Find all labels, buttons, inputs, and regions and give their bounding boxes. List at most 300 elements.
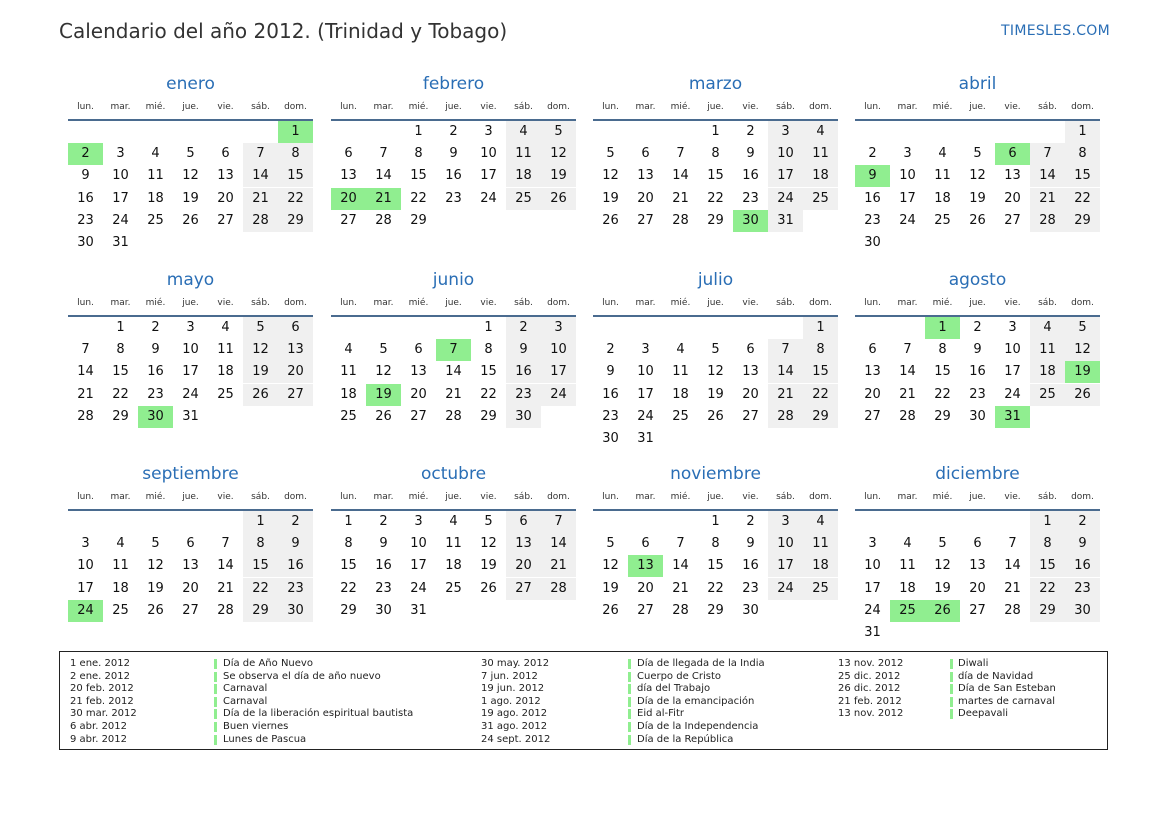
day-cell: 3 (768, 511, 803, 533)
day-cell: 20 (864, 386, 881, 402)
weekday-header: dom. (809, 492, 832, 502)
weekday-header: jue. (969, 102, 986, 112)
day-cell: 14 (541, 533, 576, 555)
day-cell: 10 (77, 558, 94, 574)
day-cell: 29 (410, 212, 427, 228)
day-cell: 12 (480, 536, 497, 552)
month-name: febrero (422, 74, 485, 94)
day-cell: 22 (410, 190, 427, 206)
holiday-date: 30 mar. 2012 (70, 708, 137, 720)
day-cell: 6 (868, 342, 877, 358)
day-cell: 12 (147, 558, 164, 574)
day-cell: 18 (803, 165, 838, 187)
day-cell: 8 (278, 143, 313, 165)
day-cell: 21 (672, 190, 689, 206)
day-cell: 13 (742, 364, 759, 380)
weekday-header: dom. (1071, 492, 1094, 502)
day-cell: 3 (903, 146, 912, 162)
day-cell: 31 (182, 408, 199, 424)
holiday-day: 9 (855, 165, 890, 187)
day-cell: 2 (746, 514, 755, 529)
day-cell: 14 (445, 364, 462, 380)
day-cell: 4 (676, 342, 685, 358)
day-cell: 26 (375, 408, 392, 424)
holiday-date: 1 ene. 2012 (70, 658, 130, 669)
day-cell: 24 (1004, 386, 1021, 402)
day-cell: 11 (672, 364, 689, 380)
day-cell: 17 (182, 364, 199, 380)
day-cell: 26 (707, 408, 724, 424)
holiday-marker (628, 659, 631, 669)
holiday-day: 31 (995, 406, 1030, 428)
day-cell: 17 (480, 168, 497, 184)
holiday-date: 31 ago. 2012 (481, 721, 548, 732)
day-cell: 27 (217, 212, 234, 228)
month-abril (855, 74, 1100, 254)
day-cell: 14 (217, 558, 234, 574)
day-cell: 11 (1030, 339, 1065, 361)
day-cell: 10 (768, 143, 803, 165)
day-cell: 20 (637, 190, 654, 206)
weekday-header: dom. (284, 298, 307, 308)
weekday-header: sáb. (1038, 102, 1057, 112)
day-cell: 3 (414, 514, 423, 529)
day-cell: 29 (480, 408, 497, 424)
day-cell: 13 (969, 558, 986, 574)
weekday-header: sáb. (514, 102, 533, 112)
day-cell: 14 (77, 364, 94, 380)
weekday-header: jue. (445, 298, 462, 308)
weekday-header: jue. (969, 492, 986, 502)
page-title: Calendario del año 2012. (Trinidad y Tobago) (59, 19, 508, 43)
day-cell: 20 (278, 361, 313, 383)
day-cell: 13 (506, 533, 541, 555)
day-cell: 17 (77, 580, 94, 596)
day-cell: 23 (602, 408, 619, 424)
day-cell: 20 (410, 386, 427, 402)
day-cell: 28 (77, 408, 94, 424)
day-cell: 4 (1030, 317, 1065, 339)
day-cell: 8 (1030, 533, 1065, 555)
day-cell: 25 (1030, 384, 1065, 406)
weekday-header: mar. (110, 492, 131, 502)
weekday-header: jue. (182, 298, 199, 308)
day-cell: 26 (541, 188, 576, 210)
day-cell: 30 (77, 235, 94, 250)
day-cell: 6 (746, 342, 755, 358)
day-cell: 25 (803, 578, 838, 600)
day-cell: 18 (1030, 361, 1065, 383)
day-cell: 20 (742, 386, 759, 402)
day-cell: 17 (768, 555, 803, 577)
day-cell: 11 (147, 168, 164, 184)
day-cell: 24 (112, 212, 129, 228)
day-cell: 27 (969, 602, 986, 618)
weekday-header: jue. (707, 492, 724, 502)
weekday-header: jue. (707, 102, 724, 112)
weekday-header: jue. (969, 298, 986, 308)
day-cell: 29 (112, 408, 129, 424)
weekday-header: jue. (445, 492, 462, 502)
day-cell: 29 (278, 210, 313, 232)
day-cell: 8 (484, 342, 493, 358)
day-cell: 14 (899, 364, 916, 380)
month-name: noviembre (670, 464, 761, 484)
day-cell: 18 (112, 580, 129, 596)
day-cell: 1 (1065, 121, 1100, 143)
day-cell: 11 (340, 364, 357, 380)
day-cell: 11 (506, 143, 541, 165)
day-cell: 11 (803, 533, 838, 555)
day-cell: 16 (742, 558, 759, 574)
day-cell: 16 (1065, 555, 1100, 577)
day-cell: 7 (676, 146, 685, 162)
day-cell: 2 (606, 342, 615, 358)
holiday-day: 26 (925, 600, 960, 622)
month-noviembre (593, 464, 838, 644)
day-cell: 11 (899, 558, 916, 574)
day-cell: 22 (1065, 188, 1100, 210)
day-cell: 19 (707, 386, 724, 402)
day-cell: 24 (541, 384, 576, 406)
day-cell: 13 (340, 168, 357, 184)
day-cell: 25 (672, 408, 689, 424)
day-cell: 3 (768, 121, 803, 143)
weekday-header: dom. (809, 298, 832, 308)
weekday-header: mié. (408, 492, 429, 502)
weekday-header: sáb. (776, 102, 795, 112)
day-cell: 8 (938, 342, 947, 358)
holiday-name: Día de la Independencia (637, 721, 759, 732)
day-cell: 28 (672, 602, 689, 618)
weekday-header: jue. (707, 298, 724, 308)
month-name: junio (432, 270, 475, 290)
day-cell: 8 (803, 339, 838, 361)
holiday-name: Lunes de Pascua (223, 733, 307, 745)
day-cell: 1 (243, 511, 278, 533)
day-cell: 5 (243, 317, 278, 339)
day-cell: 22 (1030, 578, 1065, 600)
day-cell: 26 (182, 212, 199, 228)
day-cell: 2 (746, 124, 755, 139)
day-cell: 12 (934, 558, 951, 574)
day-cell: 27 (1004, 212, 1021, 228)
day-cell: 3 (186, 320, 195, 335)
day-cell: 24 (637, 408, 654, 424)
day-cell: 1 (414, 124, 423, 139)
day-cell: 18 (445, 558, 462, 574)
holiday-name: Día de San Esteban (958, 683, 1056, 695)
day-cell: 6 (973, 536, 982, 552)
day-cell: 25 (445, 580, 462, 596)
day-cell: 12 (243, 339, 278, 361)
day-cell: 28 (899, 408, 916, 424)
day-cell: 26 (969, 212, 986, 228)
day-cell: 29 (340, 602, 357, 618)
weekday-header: mar. (373, 102, 394, 112)
day-cell: 2 (379, 514, 388, 529)
month-name: octubre (420, 464, 487, 484)
day-cell: 11 (445, 536, 462, 552)
holiday-marker (628, 722, 631, 732)
holiday-day: 25 (890, 600, 925, 622)
day-cell: 1 (1030, 511, 1065, 533)
day-cell: 17 (1004, 364, 1021, 380)
day-cell: 26 (1065, 384, 1100, 406)
month-junio (331, 270, 576, 450)
day-cell: 29 (243, 600, 278, 622)
holiday-legend (59, 651, 1108, 750)
holiday-marker (950, 697, 953, 707)
month-febrero (331, 74, 576, 254)
day-cell: 2 (506, 317, 541, 339)
weekday-header: lun. (340, 298, 357, 308)
day-cell: 28 (217, 602, 234, 618)
weekday-header: lun. (602, 298, 619, 308)
day-cell: 16 (147, 364, 164, 380)
holiday-day: 30 (733, 210, 768, 232)
weekday-header: dom. (1071, 298, 1094, 308)
month-marzo (593, 74, 838, 254)
day-cell: 13 (1004, 168, 1021, 184)
day-cell: 30 (742, 602, 759, 618)
day-cell: 6 (186, 536, 195, 552)
day-cell: 21 (77, 386, 94, 402)
holiday-date: 19 jun. 2012 (481, 683, 545, 695)
weekday-header: sáb. (514, 492, 533, 502)
holiday-day: 1 (278, 121, 313, 143)
day-cell: 6 (278, 317, 313, 339)
day-cell: 13 (410, 364, 427, 380)
holiday-name: Carnaval (223, 683, 268, 695)
day-cell: 11 (934, 168, 951, 184)
day-cell: 23 (445, 190, 462, 206)
day-cell: 15 (340, 558, 357, 574)
day-cell: 15 (1030, 555, 1065, 577)
day-cell: 7 (676, 536, 685, 552)
day-cell: 9 (746, 146, 755, 162)
day-cell: 10 (899, 168, 916, 184)
day-cell: 6 (641, 146, 650, 162)
holiday-name: Se observa el día de año nuevo (223, 670, 381, 682)
day-cell: 14 (1004, 558, 1021, 574)
day-cell: 10 (182, 342, 199, 358)
holiday-name: Día de llegada de la India (637, 658, 765, 669)
day-cell: 10 (768, 533, 803, 555)
day-cell: 28 (445, 408, 462, 424)
day-cell: 27 (340, 212, 357, 228)
holiday-marker (628, 735, 631, 745)
day-cell: 12 (969, 168, 986, 184)
day-cell: 14 (375, 168, 392, 184)
day-cell: 9 (606, 364, 615, 380)
holiday-date: 26 dic. 2012 (838, 683, 901, 695)
weekday-header: lun. (77, 102, 94, 112)
day-cell: 13 (864, 364, 881, 380)
day-cell: 27 (637, 602, 654, 618)
site-logo-link[interactable]: TIMESLES.COM (1001, 23, 1110, 39)
day-cell: 5 (151, 536, 160, 552)
holiday-day: 30 (138, 406, 173, 428)
weekday-header: lun. (77, 298, 94, 308)
weekday-header: mié. (670, 492, 691, 502)
day-cell: 29 (934, 408, 951, 424)
holiday-marker (628, 709, 631, 719)
day-cell: 7 (221, 536, 230, 552)
weekday-header: lun. (340, 102, 357, 112)
day-cell: 7 (1008, 536, 1017, 552)
holiday-marker (214, 672, 217, 682)
day-cell: 8 (116, 342, 125, 358)
weekday-header: dom. (547, 492, 570, 502)
day-cell: 31 (864, 625, 881, 640)
day-cell: 22 (243, 578, 278, 600)
holiday-name: Carnaval (223, 695, 268, 707)
day-cell: 6 (641, 536, 650, 552)
day-cell: 26 (480, 580, 497, 596)
day-cell: 22 (707, 580, 724, 596)
day-cell: 23 (375, 580, 392, 596)
weekday-header: mar. (897, 492, 918, 502)
day-cell: 6 (414, 342, 423, 358)
holiday-name: Día de Año Nuevo (223, 658, 313, 669)
holiday-date: 21 feb. 2012 (838, 695, 902, 707)
holiday-day: 19 (1065, 361, 1100, 383)
day-cell: 10 (410, 536, 427, 552)
month-name: agosto (948, 270, 1007, 290)
weekday-header: mié. (670, 298, 691, 308)
weekday-header: vie. (742, 102, 759, 112)
day-cell: 24 (410, 580, 427, 596)
holiday-marker (950, 672, 953, 682)
day-cell: 22 (112, 386, 129, 402)
day-cell: 28 (768, 406, 803, 428)
day-cell: 8 (414, 146, 423, 162)
day-cell: 19 (602, 580, 619, 596)
month-name: enero (166, 74, 215, 94)
weekday-header: lun. (864, 102, 881, 112)
holiday-marker (950, 659, 953, 669)
weekday-header: mar. (635, 298, 656, 308)
holiday-date: 2 ene. 2012 (70, 670, 130, 682)
holiday-date: 25 dic. 2012 (838, 670, 901, 682)
day-cell: 4 (221, 320, 230, 335)
month-name: mayo (166, 270, 215, 290)
day-cell: 11 (217, 342, 234, 358)
day-cell: 1 (484, 320, 493, 335)
day-cell: 8 (711, 536, 720, 552)
day-cell: 24 (899, 212, 916, 228)
day-cell: 5 (606, 146, 615, 162)
day-cell: 25 (112, 602, 129, 618)
day-cell: 14 (768, 361, 803, 383)
month-agosto (855, 270, 1100, 450)
holiday-name: día del Trabajo (637, 683, 711, 695)
day-cell: 12 (1065, 339, 1100, 361)
day-cell: 3 (484, 124, 493, 139)
day-cell: 30 (864, 235, 881, 250)
weekday-header: jue. (445, 102, 462, 112)
day-cell: 24 (768, 188, 803, 210)
day-cell: 21 (768, 384, 803, 406)
holiday-marker (214, 697, 217, 707)
day-cell: 5 (711, 342, 720, 358)
day-cell: 28 (375, 212, 392, 228)
day-cell: 5 (186, 146, 195, 162)
day-cell: 22 (340, 580, 357, 596)
day-cell: 16 (969, 364, 986, 380)
day-cell: 9 (449, 146, 458, 162)
day-cell: 22 (803, 384, 838, 406)
month-divider (855, 119, 1100, 121)
day-cell: 28 (541, 578, 576, 600)
day-cell: 10 (480, 146, 497, 162)
day-cell: 21 (243, 188, 278, 210)
weekday-header: mar. (110, 298, 131, 308)
holiday-date: 20 feb. 2012 (70, 683, 134, 695)
day-cell: 2 (449, 124, 458, 139)
weekday-header: mié. (145, 102, 166, 112)
day-cell: 7 (903, 342, 912, 358)
day-cell: 28 (1004, 602, 1021, 618)
day-cell: 3 (116, 146, 125, 162)
day-cell: 9 (379, 536, 388, 552)
month-name: diciembre (935, 464, 1020, 484)
day-cell: 23 (77, 212, 94, 228)
day-cell: 1 (116, 320, 125, 335)
day-cell: 4 (449, 514, 458, 529)
day-cell: 7 (768, 339, 803, 361)
day-cell: 29 (707, 602, 724, 618)
day-cell: 28 (243, 210, 278, 232)
month-divider (68, 119, 313, 121)
weekday-header: dom. (547, 102, 570, 112)
weekday-header: sáb. (251, 298, 270, 308)
day-cell: 22 (480, 386, 497, 402)
day-cell: 19 (182, 190, 199, 206)
day-cell: 11 (112, 558, 129, 574)
day-cell: 4 (803, 511, 838, 533)
day-cell: 31 (768, 210, 803, 232)
day-cell: 30 (1065, 600, 1100, 622)
day-cell: 24 (768, 578, 803, 600)
weekday-header: sáb. (776, 298, 795, 308)
day-cell: 4 (938, 146, 947, 162)
day-cell: 25 (217, 386, 234, 402)
day-cell: 16 (278, 555, 313, 577)
holiday-day: 13 (628, 555, 663, 577)
day-cell: 25 (147, 212, 164, 228)
day-cell: 12 (375, 364, 392, 380)
holiday-day: 6 (995, 143, 1030, 165)
holiday-date: 7 jun. 2012 (481, 670, 538, 682)
holiday-marker (214, 659, 217, 669)
weekday-header: mar. (635, 492, 656, 502)
weekday-header: lun. (864, 298, 881, 308)
holiday-date: 6 abr. 2012 (70, 721, 128, 732)
weekday-header: vie. (1004, 102, 1021, 112)
day-cell: 22 (934, 386, 951, 402)
day-cell: 1 (803, 317, 838, 339)
day-cell: 30 (969, 408, 986, 424)
day-cell: 18 (899, 580, 916, 596)
weekday-header: sáb. (776, 492, 795, 502)
day-cell: 15 (707, 558, 724, 574)
weekday-header: vie. (480, 492, 497, 502)
day-cell: 21 (1030, 188, 1065, 210)
day-cell: 17 (541, 361, 576, 383)
holiday-name: martes de carnaval (958, 695, 1055, 707)
